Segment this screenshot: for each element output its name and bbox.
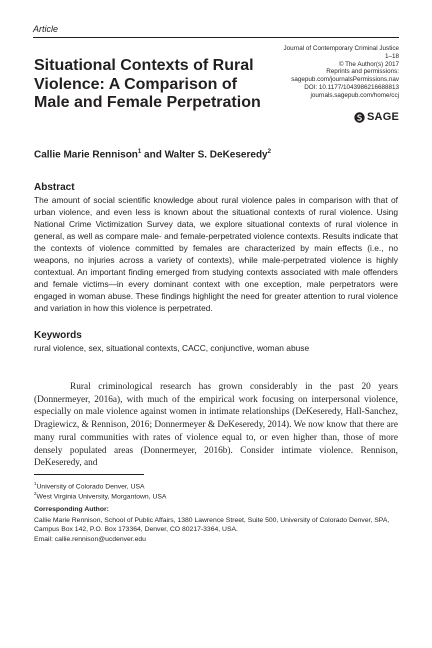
article-title: Situational Contexts of Rural Violence: A Comparison of Male and Female Perpetration [34, 57, 261, 111]
article-type-label: Article [33, 24, 59, 34]
permissions-link[interactable]: sagepub.com/journalsPermissions.nav [291, 76, 399, 84]
author-affil-marker: 1 [137, 149, 142, 155]
affiliation [34, 481, 145, 490]
journal-name: Journal of Contemporary Criminal Justice [283, 45, 399, 52]
keywords-text: rural violence, sex, situational contexts, CACC, conjunctive, woman abuse [34, 343, 310, 353]
affiliation-text: University of Colorado Denver, USA [36, 483, 145, 491]
affiliation-text: West Virginia University, Morgantown, USA [36, 493, 167, 501]
journal-home-link[interactable]: journals.sagepub.com/home/ccj [310, 91, 399, 99]
sage-s-mark-icon [354, 112, 365, 123]
reprints-label: Reprints and permissions: [326, 68, 399, 76]
footnote-rule [34, 474, 144, 475]
body-paragraph: Rural criminological research has grown considerably in the past 20 years (Donnermeyer, 2016a), with much of the empirical work focusing on interpersonal violence, especially on male violence against women in intimate relationships (DeKeseredy, Hall-Sanchez, Dragiewicz, & Rennison, 2016; Donnermeyer & DeKeseredy, 2014). We now know that there are many rural communities with rates of violence equal to, or even higher than, those of more densely populated areas (Donnermeyer, 2016b). Consider intimate violence. Rennison, DeKeseredy, and [34, 382, 398, 469]
abstract-heading: Abstract [34, 182, 75, 193]
corresponding-author-email[interactable]: Email: callie.rennison@ucdenver.edu [34, 536, 146, 543]
affiliation [34, 491, 166, 500]
doi[interactable]: DOI: 10.1177/1043986216688813 [304, 83, 399, 91]
author-list [34, 149, 271, 160]
keywords-heading: Keywords [34, 330, 82, 341]
author-name: Callie Marie Rennison [34, 149, 138, 161]
sage-logo [354, 111, 399, 123]
abstract-text: The amount of social scientific knowledge about rural violence pales in comparison with that of urban violence, and even less is known about the situational contexts of rural violence. Using National Crime Victimization Survey data, we explore situational contexts of rural violence in general, as well as compare male- and female-perpetrated violence contexts. Results indicate that the contexts of violence committed by females are characterized by main effects (i.e., no weapons, no injuries across a variety of contexts), while male-perpetrated violence is highly contextual. An important finding emerged from studying contexts associated with male offenders and female victims—in every dominant context with one exception, male perpetrators were engaged in woman abuse. These findings highlight the need for greater attention to rural violence and variation in how this violence is perpetrated. [34, 195, 398, 313]
affiliation-number: 2 [34, 491, 37, 496]
journal-meta [229, 45, 399, 100]
author-affil-marker: 2 [267, 149, 271, 155]
page-range: 1–18 [384, 52, 399, 60]
copyright: © The Author(s) 2017 [338, 60, 399, 68]
corresponding-author-heading: Corresponding Author: [34, 506, 109, 513]
corresponding-author-address: Callie Marie Rennison, School of Public Affairs, 1380 Lawrence Street, Suite 500, University of Colorado Denver, SPA, Campus Box 142, P.O. Box 173364, Denver, CO 80217-3364, USA. [34, 517, 390, 534]
sage-wordmark: SAGE [367, 111, 399, 123]
author-separator: and [144, 149, 162, 161]
author-name: Walter S. DeKeseredy [164, 149, 268, 161]
affiliation-number: 1 [34, 481, 37, 486]
header-rule [33, 37, 399, 38]
